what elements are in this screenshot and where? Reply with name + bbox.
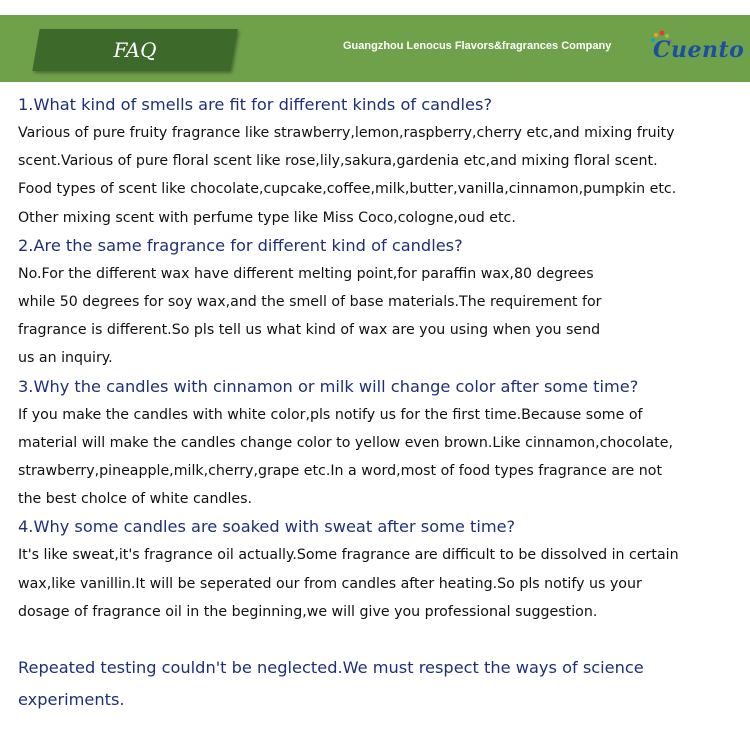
faq-answer [18,260,744,373]
closing-statement [18,652,744,716]
faq-question: 3.Why the candles with cinnamon or milk will change color after some time? [18,376,639,396]
company-name: Guangzhou Lenocus Flavors&fragrances Company [343,40,612,52]
answer-line: Other mixing scent with perfume type like Miss Coco,cologne,oud etc. [18,209,516,226]
closing-line: Repeated testing couldn't be neglected.We must respect the ways of science [18,658,644,678]
faq-badge-label: FAQ [113,38,157,62]
answer-line: scent.Various of pure floral scent like rose,lily,sakura,gardenia etc,and mixing floral scent. [18,153,658,170]
answer-line: It's like sweat,it's fragrance oil actually.Some fragrance are difficult to be dissolved in certain [18,547,679,564]
closing-line: experiments. [18,690,125,710]
answer-line: while 50 degrees for soy wax,and the smell of base materials.The requirement for [18,294,602,311]
answer-line: Various of pure fruity fragrance like strawberry,lemon,raspberry,cherry etc,and mixing fruity [18,125,675,141]
faq-answer [18,119,744,232]
answer-line: dosage of fragrance oil in the beginning,we will give you professional suggestion. [18,603,598,620]
faq-answer [18,401,744,514]
answer-line: No.For the different wax have different melting point,for paraffin wax,80 degrees [18,265,594,282]
brand-logo: Cuento [653,37,745,63]
answer-line: us an inquiry. [18,350,113,367]
answer-line: material will make the candles change color to yellow even brown.Like cinnamon,chocolate, [18,434,673,451]
faq-item [18,91,744,232]
faq-item [18,513,744,626]
header-banner [0,15,750,82]
answer-line: wax,like vanillin.It will be seperated our from candles after heating.So pls notify us your [18,575,642,592]
faq-item [18,373,744,514]
answer-line: Food types of scent like chocolate,cupcake,coffee,milk,butter,vanilla,cinnamon,pumpkin etc. [18,181,677,198]
answer-line: fragrance is different.So pls tell us what kind of wax are you using when you send [18,322,601,339]
faq-question: 2.Are the same fragrance for different kind of candles? [18,235,463,255]
faq-content [18,91,744,716]
answer-line: the best cholce of white candles. [18,491,253,508]
faq-question: 4.Why some candles are soaked with sweat after some time? [18,517,516,537]
faq-question: 1.What kind of smells are fit for different kinds of candles? [18,95,493,114]
faq-answer [18,541,744,626]
faq-item [18,232,744,373]
answer-line: If you make the candles with white color,pls notify us for the first time.Because some of [18,406,643,423]
answer-line: strawberry,pineapple,milk,cherry,grape etc.In a word,most of food types fragrance are not [18,463,663,480]
